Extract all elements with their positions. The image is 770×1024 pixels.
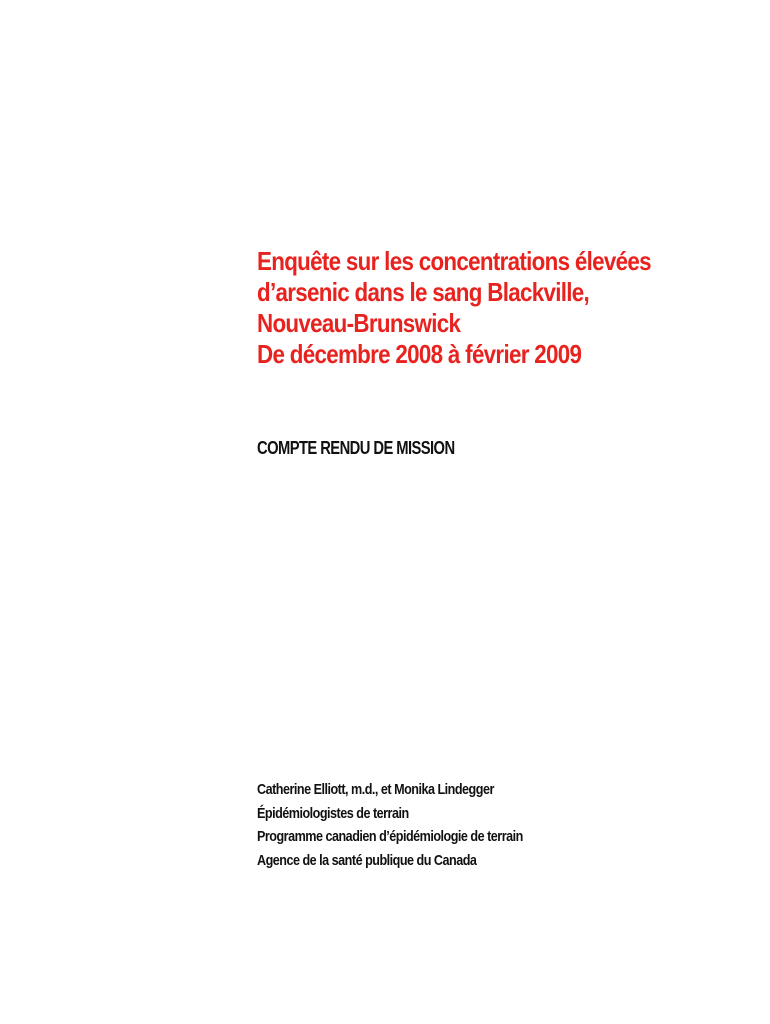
title-line-2: d’arsenic dans le sang Blackville, bbox=[257, 277, 590, 307]
author-agency: Agence de la santé publique du Canada bbox=[257, 851, 477, 869]
author-program: Programme canadien d’épidémiologie de terrain bbox=[257, 828, 523, 845]
document-subtitle: COMPTE RENDU DE MISSION bbox=[257, 438, 455, 458]
author-block bbox=[257, 778, 523, 872]
title-line-3: Nouveau-Brunswick bbox=[257, 308, 461, 338]
title-line-4: De décembre 2008 à février 2009 bbox=[257, 339, 582, 369]
author-names: Catherine Elliott, m.d., et Monika Lindegger bbox=[257, 781, 494, 798]
author-role: Épidémiologistes de terrain bbox=[257, 804, 409, 822]
title-line-1: Enquête sur les concentrations élevées bbox=[257, 246, 651, 276]
document-title bbox=[257, 246, 670, 370]
